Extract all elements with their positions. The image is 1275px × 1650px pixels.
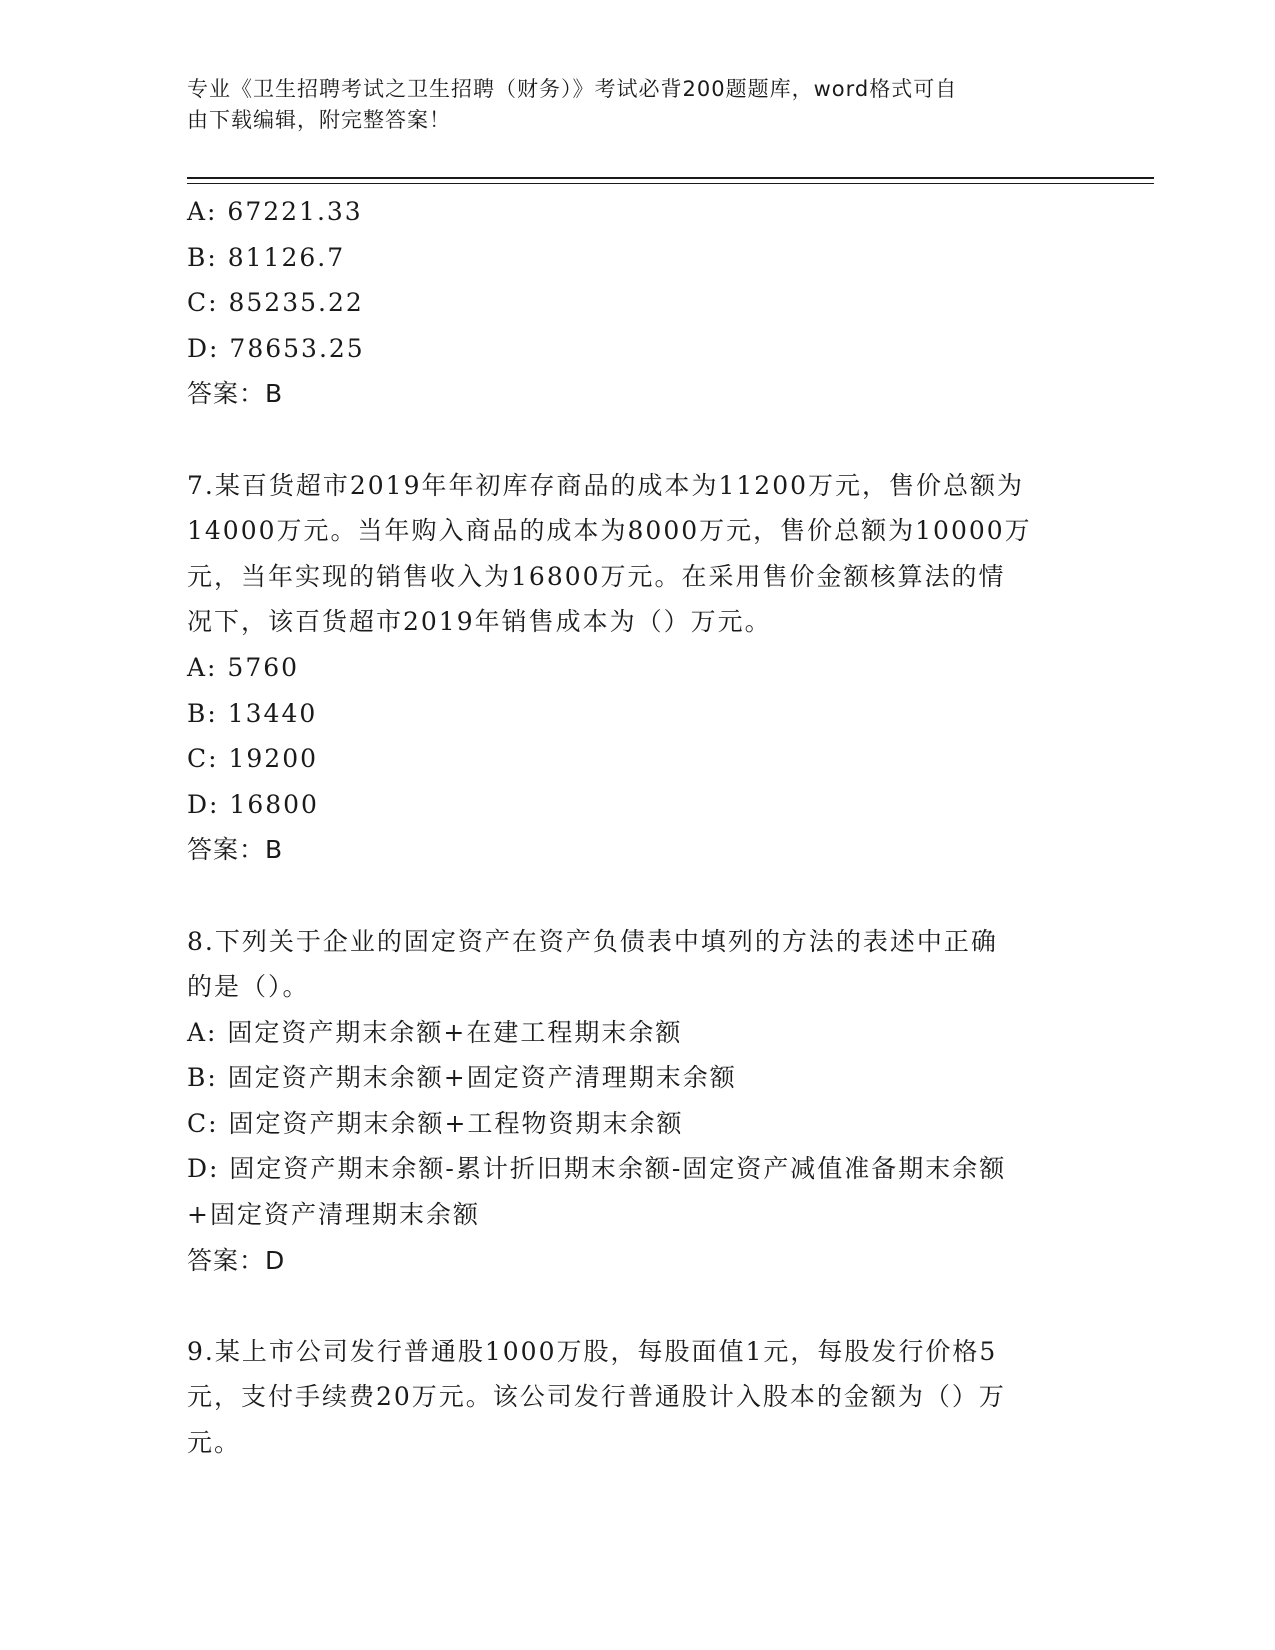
question-9 <box>187 1329 1067 1466</box>
question-stem-line: 8.下列关于企业的固定资产在资产负债表中填列的方法的表述中正确 <box>187 926 998 956</box>
answer: 答案：D <box>187 1245 286 1275</box>
question-stem-line: 9.某上市公司发行普通股1000万股，每股面值1元，每股发行价格5 <box>187 1336 998 1366</box>
header-rule-thick <box>187 177 1154 179</box>
question-stem-line: 14000万元。当年购入商品的成本为8000万元，售价总额为10000万 <box>187 516 1032 546</box>
option-b: B: 固定资产期末余额+固定资产清理期末余额 <box>187 1063 737 1093</box>
option-b: B: 13440 <box>187 698 318 728</box>
option-d: D: 16800 <box>187 789 319 819</box>
question-stem-line: 的是（）。 <box>187 972 310 1002</box>
option-a: A: 67221.33 <box>187 197 363 226</box>
spacer <box>187 873 1067 919</box>
spacer <box>187 1283 1067 1329</box>
question-6 <box>187 189 1067 417</box>
answer: 答案：B <box>187 379 284 409</box>
question-stem-line: 元，支付手续费20万元。该公司发行普通股计入股本的金额为（）万 <box>187 1382 1006 1412</box>
answer: 答案：B <box>187 835 284 865</box>
question-stem-line: 7.某百货超市2019年年初库存商品的成本为11200万元，售价总额为 <box>187 470 1025 500</box>
question-stem-line: 况下，该百货超市2019年销售成本为（）万元。 <box>187 607 772 637</box>
header-rule-thin <box>187 183 1154 184</box>
option-b: B: 81126.7 <box>187 242 346 272</box>
header-line-1: 专业《卫生招聘考试之卫生招聘（财务）》考试必背200题题库，word格式可自 <box>187 77 958 101</box>
option-d: D: 78653.25 <box>187 333 365 363</box>
option-d-continued: +固定资产清理期末余额 <box>187 1200 480 1230</box>
option-c: C: 19200 <box>187 744 319 774</box>
spacer <box>187 417 1067 463</box>
header-line-2: 由下载编辑，附完整答案！ <box>187 108 451 132</box>
document-header <box>187 74 1067 136</box>
question-stem-line: 元，当年实现的销售收入为16800万元。在采用售价金额核算法的情 <box>187 561 1006 591</box>
question-stem-line: 元。 <box>187 1428 242 1458</box>
option-c: C: 固定资产期末余额+工程物资期末余额 <box>187 1108 684 1138</box>
option-d: D: 固定资产期末余额-累计折旧期末余额-固定资产减值准备期末余额 <box>187 1154 1007 1184</box>
option-a: A: 5760 <box>187 652 300 682</box>
option-c: C: 85235.22 <box>187 288 364 318</box>
option-a: A: 固定资产期末余额+在建工程期末余额 <box>187 1017 683 1047</box>
document-body <box>187 189 1067 1466</box>
question-7 <box>187 463 1067 873</box>
question-8 <box>187 919 1067 1284</box>
